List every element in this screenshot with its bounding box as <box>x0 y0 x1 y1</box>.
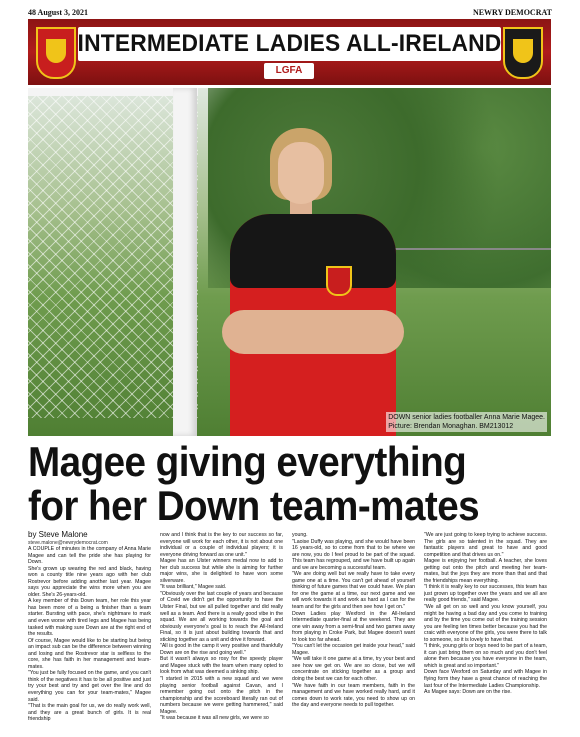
article-paragraph: "I started in 2015 with a new squad and we were playing senior football against Cavan, and I remember going out onto the pitch in the championship and the scoreboard literally ran out of numbers because we were getting hammered," said Magee. <box>160 676 283 715</box>
publication-name: NEWRY DEMOCRAT <box>472 7 552 17</box>
article-paragraph: Down face Wexford on Saturday and with Magee in flying form they have a great chance of reaching the last four of the Intermediate Ladies Championship. <box>424 669 547 689</box>
article-paragraph: young. <box>292 532 308 538</box>
article-paragraph: "It was because it was all new girls, we were so <box>160 715 269 722</box>
article-paragraph: She's grown up wearing the red and black, having won a county title nine years ago with her club Rostrevor before adding another last year. Magee says you appreciate the wins more when you are older. She's 26-years-old. <box>28 565 151 598</box>
article-paragraph: "We have faith in our team members, faith in the management and we have worked really hard, and it comes down to work rate, you need to show up on the day and everyone needs to pull together. <box>292 682 415 709</box>
goal-post <box>173 88 197 436</box>
article-headline <box>28 440 509 528</box>
wexford-crest-icon <box>503 27 543 79</box>
jersey-crest-icon <box>326 266 352 296</box>
page-header <box>28 6 552 18</box>
article-paragraph: But it wasn't always so rosy for the speedy player and Magee stuck with the team when many opted to look from what was deemed a sinking ship. <box>160 656 283 676</box>
article-paragraph: "All is good in the camp it very positive and thankfully Down are on the rise and going well." <box>160 643 283 656</box>
article-paragraph: "I think it is really key to our successes, this team has just grown up together over the years and we all are really good friends," said Magee. <box>424 584 547 604</box>
article-paragraph: "It was brilliant," Magee said. <box>160 584 227 591</box>
banner-title: INTERMEDIATE LADIES ALL-IRELAND <box>77 30 502 57</box>
article-paragraph: now and I think that is the key to our success so far, everyone will work for each other, it is not about one individual or a couple of individual players; it is everyone driving forward as one unit." <box>160 532 283 558</box>
caption-line-1: DOWN senior ladies footballer Anna Marie Magee. <box>388 414 545 421</box>
article-paragraph: Of course, Magee would like to be starting but being an impact sub can be the difference between winning and losing and the Rostrevor star is selfless to the core, she has faith in her management and team-mates. <box>28 637 151 670</box>
article-paragraph: "That is the main goal for us, we do really work well, and they are a great bunch of girls. It is real friendship <box>28 703 151 723</box>
byline-email: steve.malone@newrydemocrat.com <box>28 540 108 546</box>
byline-author: by Steve Malone <box>28 530 88 539</box>
article-column-2 <box>160 532 283 732</box>
article-paragraph: As Magee says: Down are on the rise. <box>424 689 512 696</box>
article-paragraph: "We all get on so well and you know yourself, you might be having a bad day and you come to training and by the time you come out of the training session you are feeling ten times better because you had the craic with everyone of the girls, you were there to talk to someone, so it is lovely to have that. <box>424 604 547 643</box>
article-paragraph: Magee has an Ulster winners medal now to add to her club success but while she is aiming for further major wins, she is delighted to have won some silverware. <box>160 558 283 584</box>
article-paragraph: A COUPLE of minutes in the company of Anna Marie Magee and can tell the pride she has playing for Down. <box>28 546 151 566</box>
article-column-1 <box>28 546 151 730</box>
article-paragraph: Magee is enjoying her football. A teacher, she loves getting out onto the pitch and meeting her team-mates, but the joys they are more than that and that the friendships mean everything. <box>424 558 547 584</box>
lgfa-logo: LGFA <box>264 63 314 79</box>
headline-line-2: for her Down team-mates <box>28 482 480 529</box>
article-column-3 <box>292 532 415 732</box>
page-date: 48 August 3, 2021 <box>28 7 89 17</box>
player-figure <box>218 128 408 436</box>
article-paragraph: "We are doing well but we really have to take every game one at a time. You can't get ahead of yourself thinking of future games that we could have. We plan for one the game at a time, our next game and we will work towards it and work as hard as I can for the team and for the girls and then see how I get on." <box>292 571 415 611</box>
article-paragraph: "You can't let the occasion get inside your head," said Magee. <box>292 643 415 656</box>
article-paragraph: Down Ladies play Wexford in the All-Ireland Intermediate quarter-final at the weekend. They are one win away from a semi-final and two games away from playing in Croke Park, but Magee doesn't want to look too far ahead. <box>292 610 415 643</box>
article-paragraph: "I think, young girls or boys need to be part of a team, it can just bring them on so much and you don't feel alone then because you have everyone in the team, which is great and so important." <box>424 643 547 669</box>
article-paragraph: A key member of this Down team, her role this year has been more of a being a finisher than a team starter. Bursting with pace, she's nightmare to mark and even worse with tired legs and Magee has being tasked with making sure Down are at the right end of the results. <box>28 598 151 638</box>
section-banner <box>28 19 551 85</box>
article-paragraph: "You just be fully focused on the game, and you can't think of the negatives it has to be all positive and just try your best and try and get over the line and do everything you can for your team-mates," Magee said. <box>28 670 151 703</box>
article-paragraph: "Obviously over the last couple of years and because of Covid we didn't get the opportunity to have the Ulster Final, but we all pulled together and did really well as a team. And there is a really good vibe in the squad. We are all working towards the goal and obviously everyone's goal is to reach the All-Ireland Final, so it is just about building towards that and sticking together as a unit and drive it forward. <box>160 590 283 643</box>
player-photo <box>28 88 551 436</box>
photo-caption <box>386 412 547 432</box>
caption-line-2: Picture: Brendan Monaghan. BM213012 <box>388 423 514 430</box>
headline-line-1: Magee giving everything <box>28 438 467 485</box>
article-paragraph: "We are just going to keep trying to achieve success. The girls are so talented in the squad. They are fantastic players and great to have and good competition and that drives us on." <box>424 532 547 558</box>
article-paragraph: "Laoise Duffy was playing, and she would have been 16 years-old, so to come from that to be where we are now, you do I feel proud to be part of the squad. This team has regrouped, and we have built up again and we are becoming a successful team. <box>292 538 415 571</box>
article-column-4 <box>424 532 547 732</box>
article-paragraph: "We will take it one game at a time, try your best and see how we get on. We are so close, but we will concentrate on sticking together as a group and doing the best we can for each other. <box>292 656 415 683</box>
